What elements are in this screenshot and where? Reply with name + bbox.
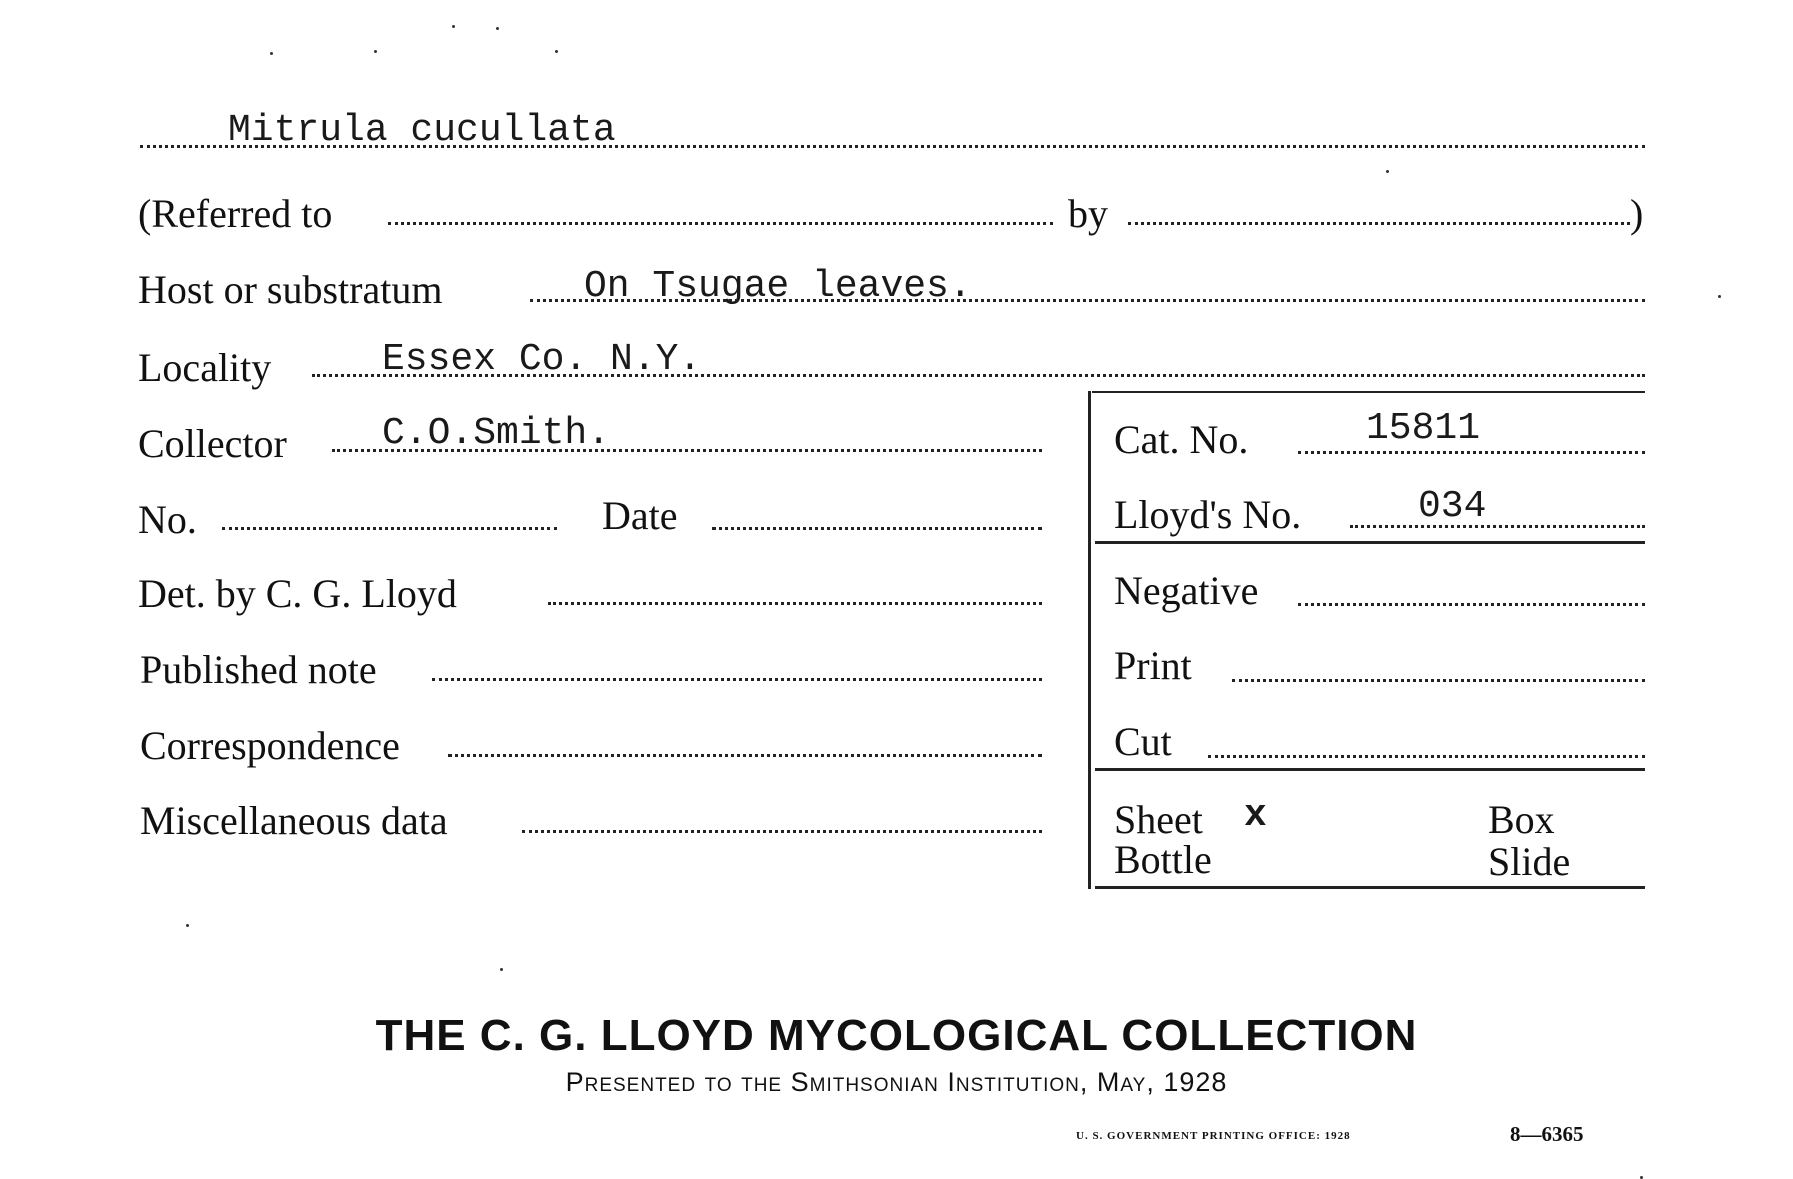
scan-speck <box>270 52 273 55</box>
negative-line <box>1298 603 1645 606</box>
box-label: Box <box>1488 797 1555 842</box>
box-mid-rule-1 <box>1095 541 1645 544</box>
printing-office-credit: U. S. GOVERNMENT PRINTING OFFICE: 1928 <box>1076 1130 1351 1142</box>
published-note-line <box>432 678 1042 681</box>
negative-label: Negative <box>1114 568 1259 613</box>
box-bottom-rule <box>1095 886 1645 889</box>
lloyds-no-line <box>1350 525 1645 528</box>
referred-by-line <box>1128 222 1630 225</box>
form-number: 8—6365 <box>1510 1122 1584 1146</box>
referred-to-line <box>388 222 1053 225</box>
cut-label: Cut <box>1114 719 1172 764</box>
cat-no-line <box>1298 451 1645 454</box>
scan-speck <box>452 25 455 28</box>
host-value: On Tsugae leaves. <box>584 265 972 308</box>
locality-label: Locality <box>138 345 272 390</box>
correspondence-line <box>448 754 1042 757</box>
sheet-label: Sheet <box>1114 797 1203 842</box>
species-line <box>140 145 1645 148</box>
referred-close-paren: ) <box>1630 191 1644 236</box>
published-note-label: Published note <box>140 647 377 692</box>
cat-no-value: 15811 <box>1366 407 1481 450</box>
cut-line <box>1208 755 1645 758</box>
print-label: Print <box>1114 643 1192 688</box>
host-line <box>530 299 1645 302</box>
locality-value: Essex Co. N.Y. <box>382 338 702 381</box>
box-left-rule <box>1088 391 1091 889</box>
no-label: No. <box>138 497 197 542</box>
miscellaneous-label: Miscellaneous data <box>140 798 448 843</box>
lloyds-no-value: 034 <box>1418 485 1487 528</box>
footer-title: THE C. G. LLOYD MYCOLOGICAL COLLECTION <box>375 1011 1418 1060</box>
slide-label: Slide <box>1488 839 1571 884</box>
box-mid-rule-2 <box>1095 768 1645 771</box>
miscellaneous-line <box>522 830 1042 833</box>
scan-speck <box>500 968 503 971</box>
lloyds-no-label: Lloyd's No. <box>1114 492 1302 537</box>
date-line <box>712 527 1042 530</box>
scan-speck <box>496 27 499 30</box>
box-top-rule <box>1092 391 1645 393</box>
scan-speck <box>1386 170 1389 173</box>
sheet-mark: x <box>1244 794 1267 837</box>
locality-line <box>312 374 1645 377</box>
scan-speck <box>1718 295 1721 298</box>
host-label: Host or substratum <box>138 267 443 312</box>
cat-no-label: Cat. No. <box>1114 417 1249 462</box>
date-label: Date <box>602 493 678 538</box>
footer-subtitle: Presented to the Smithsonian Institution, May, 1928 <box>565 1067 1228 1097</box>
collector-value: C.O.Smith. <box>382 412 611 455</box>
correspondence-label: Correspondence <box>140 723 400 768</box>
scan-speck <box>186 924 189 927</box>
no-line <box>222 527 557 530</box>
referred-by-label: by <box>1068 191 1108 236</box>
det-by-line <box>548 602 1042 605</box>
collector-label: Collector <box>138 421 287 466</box>
collector-line <box>332 449 1042 452</box>
footer-subtitle-row <box>0 1069 1793 1096</box>
bottle-label: Bottle <box>1114 837 1212 882</box>
scan-speck <box>374 50 377 53</box>
referred-to-label: (Referred to <box>138 191 333 236</box>
det-by-label: Det. by C. G. Lloyd <box>138 571 457 616</box>
scan-speck <box>555 50 558 53</box>
footer-title-row <box>0 1011 1793 1060</box>
species-value: Mitrula cucullata <box>228 109 616 152</box>
print-line <box>1232 679 1645 682</box>
